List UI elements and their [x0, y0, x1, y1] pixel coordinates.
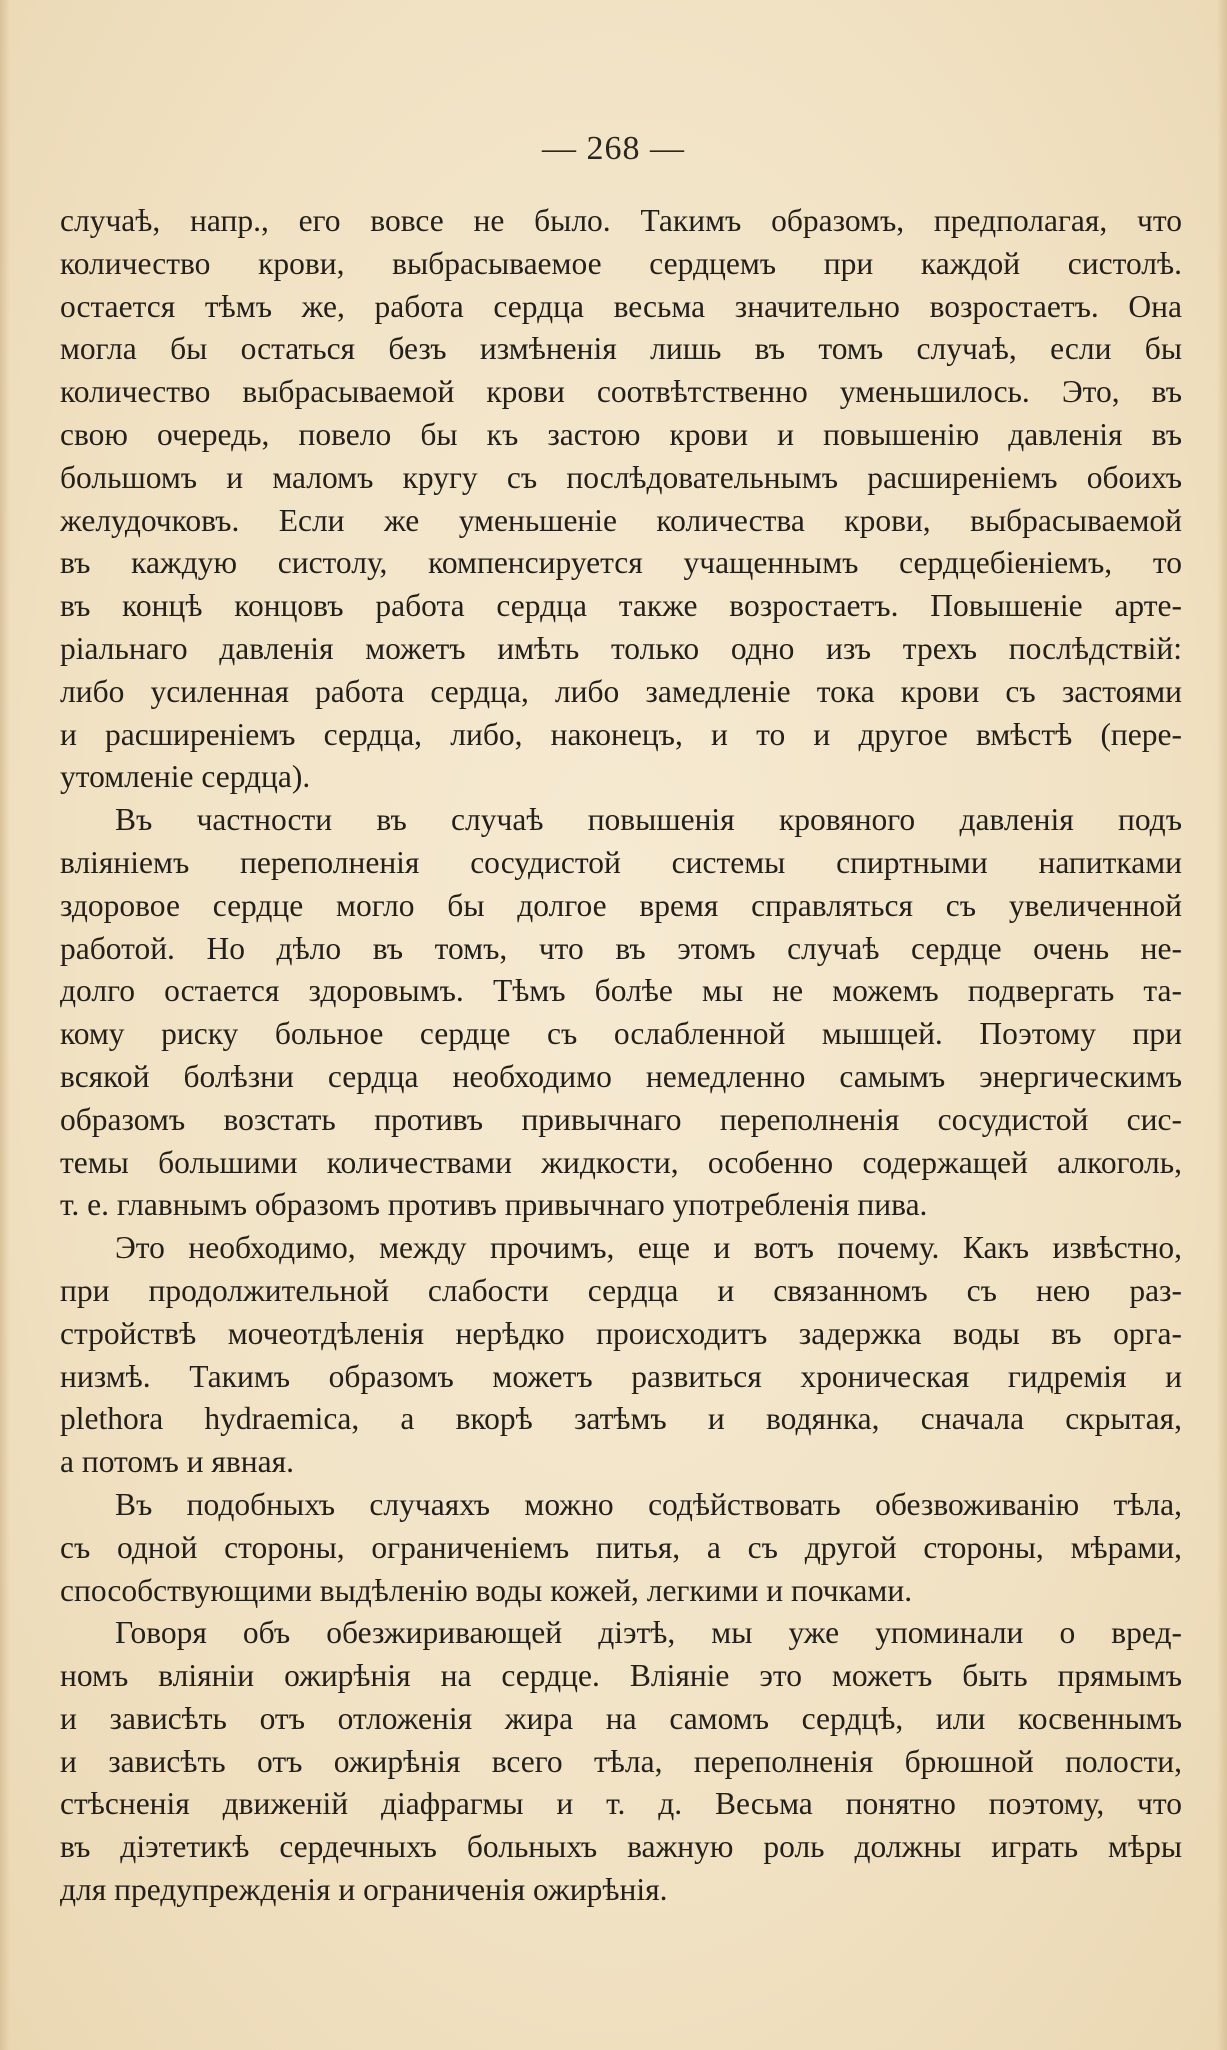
- text-line: ріальнаго давленія можетъ имѣть только одно изъ трехъ послѣдствій:: [60, 630, 1182, 666]
- text-line: остается тѣмъ же, работа сердца весьма значительно возростаетъ. Она: [60, 288, 1182, 324]
- text-line: низмѣ. Такимъ образомъ можетъ развиться хроническая гидремія и: [60, 1358, 1182, 1394]
- text-line: Говоря объ обезжиривающей діэтѣ, мы уже упоминали о вред-: [115, 1615, 1182, 1651]
- text-line: темы большими количествами жидкости, особенно содержащей алкоголь,: [60, 1144, 1182, 1180]
- paragraph-5: [60, 1612, 1182, 1912]
- text-line: количество выбрасываемой крови соотвѣтственно уменьшилось. Это, въ: [60, 374, 1182, 410]
- text-line: Въ подобныхъ случаяхъ можно содѣйствовать обезвоживанію тѣла,: [115, 1486, 1182, 1522]
- text-line: въ каждую систолу, компенсируется учащеннымъ сердцебіеніемъ, то: [60, 545, 1182, 581]
- text-line: въ діэтетикѣ сердечныхъ больныхъ важную роль должны играть мѣры: [60, 1829, 1182, 1865]
- text-line: образомъ возстать противъ привычнаго переполненія сосудистой сис-: [60, 1101, 1182, 1137]
- text-line: случаѣ, напр., его вовсе не было. Такимъ образомъ, предполагая, что: [60, 203, 1182, 238]
- text-line: при продолжительной слабости сердца и связанномъ съ нею раз-: [60, 1272, 1182, 1308]
- text-line: либо усиленная работа сердца, либо замедленіе тока крови съ застоями: [60, 673, 1182, 709]
- text-line: и зависѣть отъ ожирѣнія всего тѣла, переполненія брюшной полости,: [60, 1743, 1182, 1779]
- text-line: долго остается здоровымъ. Тѣмъ болѣе мы не можемъ подвергать та-: [60, 973, 1182, 1009]
- body-text: [60, 200, 1182, 1912]
- text-line: могла бы остаться безъ измѣненія лишь въ томъ случаѣ, если бы: [60, 331, 1182, 367]
- text-line: вліяніемъ переполненія сосудистой системы спиртными напитками: [60, 844, 1182, 880]
- page-edge-shadow-right: [1217, 0, 1227, 2050]
- text-line: съ одной стороны, ограниченіемъ питья, а съ другой стороны, мѣрами,: [60, 1529, 1182, 1565]
- text-line: здоровое сердце могло бы долгое время справляться съ увеличенной: [60, 887, 1182, 923]
- paragraph-1: [60, 200, 1182, 799]
- paragraph-2: [60, 799, 1182, 1227]
- text-line: Это необходимо, между прочимъ, еще и вотъ почему. Какъ извѣстно,: [115, 1230, 1182, 1266]
- text-line: способствующими выдѣленію воды кожей, легкими и почками.: [60, 1572, 913, 1608]
- text-line: кому риску больное сердце съ ослабленной мышцей. Поэтому при: [60, 1016, 1182, 1052]
- page-number: — 268 —: [542, 130, 685, 167]
- text-line: въ концѣ концовъ работа сердца также возростаетъ. Повышеніе арте-: [60, 588, 1182, 624]
- text-line: Въ частности въ случаѣ повышенія кровяного давленія подъ: [115, 802, 1182, 838]
- text-line: стройствѣ мочеотдѣленія нерѣдко происходитъ задержка воды въ орга-: [60, 1315, 1182, 1351]
- text-line: большомъ и маломъ кругу съ послѣдовательнымъ расширеніемъ обоихъ: [60, 459, 1182, 495]
- text-line: plethora hydraemica, а вкорѣ затѣмъ и водянка, сначала скрытая,: [60, 1401, 1182, 1437]
- paragraph-4: [60, 1484, 1182, 1612]
- text-line: количество крови, выбрасываемое сердцемъ при каждой систолѣ.: [60, 245, 1182, 281]
- text-line: всякой болѣзни сердца необходимо немедленно самымъ энергическимъ: [60, 1058, 1182, 1094]
- text-line: утомленіе сердца).: [60, 759, 311, 795]
- text-line: и зависѣть отъ отложенія жира на самомъ сердцѣ, или косвеннымъ: [60, 1700, 1182, 1736]
- text-line: т. е. главнымъ образомъ противъ привычнаго употребленія пива.: [60, 1187, 928, 1223]
- text-line: а потомъ и явная.: [60, 1444, 294, 1480]
- text-line: стѣсненія движеній діафрагмы и т. д. Весьма понятно поэтому, что: [60, 1786, 1182, 1822]
- text-line: желудочковъ. Если же уменьшеніе количества крови, выбрасываемой: [60, 502, 1182, 538]
- text-line: и расширеніемъ сердца, либо, наконецъ, и то и другое вмѣстѣ (пере-: [60, 716, 1182, 752]
- text-line: номъ вліяніи ожирѣнія на сердце. Вліяніе это можетъ быть прямымъ: [60, 1658, 1182, 1694]
- text-line: для предупрежденія и ограниченія ожирѣнія.: [60, 1872, 668, 1908]
- paragraph-3: [60, 1227, 1182, 1484]
- page-edge-shadow-left: [0, 0, 10, 2050]
- text-line: свою очередь, повело бы къ застою крови и повышенію давленія въ: [60, 416, 1182, 452]
- text-line: работой. Но дѣло въ томъ, что въ этомъ случаѣ сердце очень не-: [60, 930, 1182, 966]
